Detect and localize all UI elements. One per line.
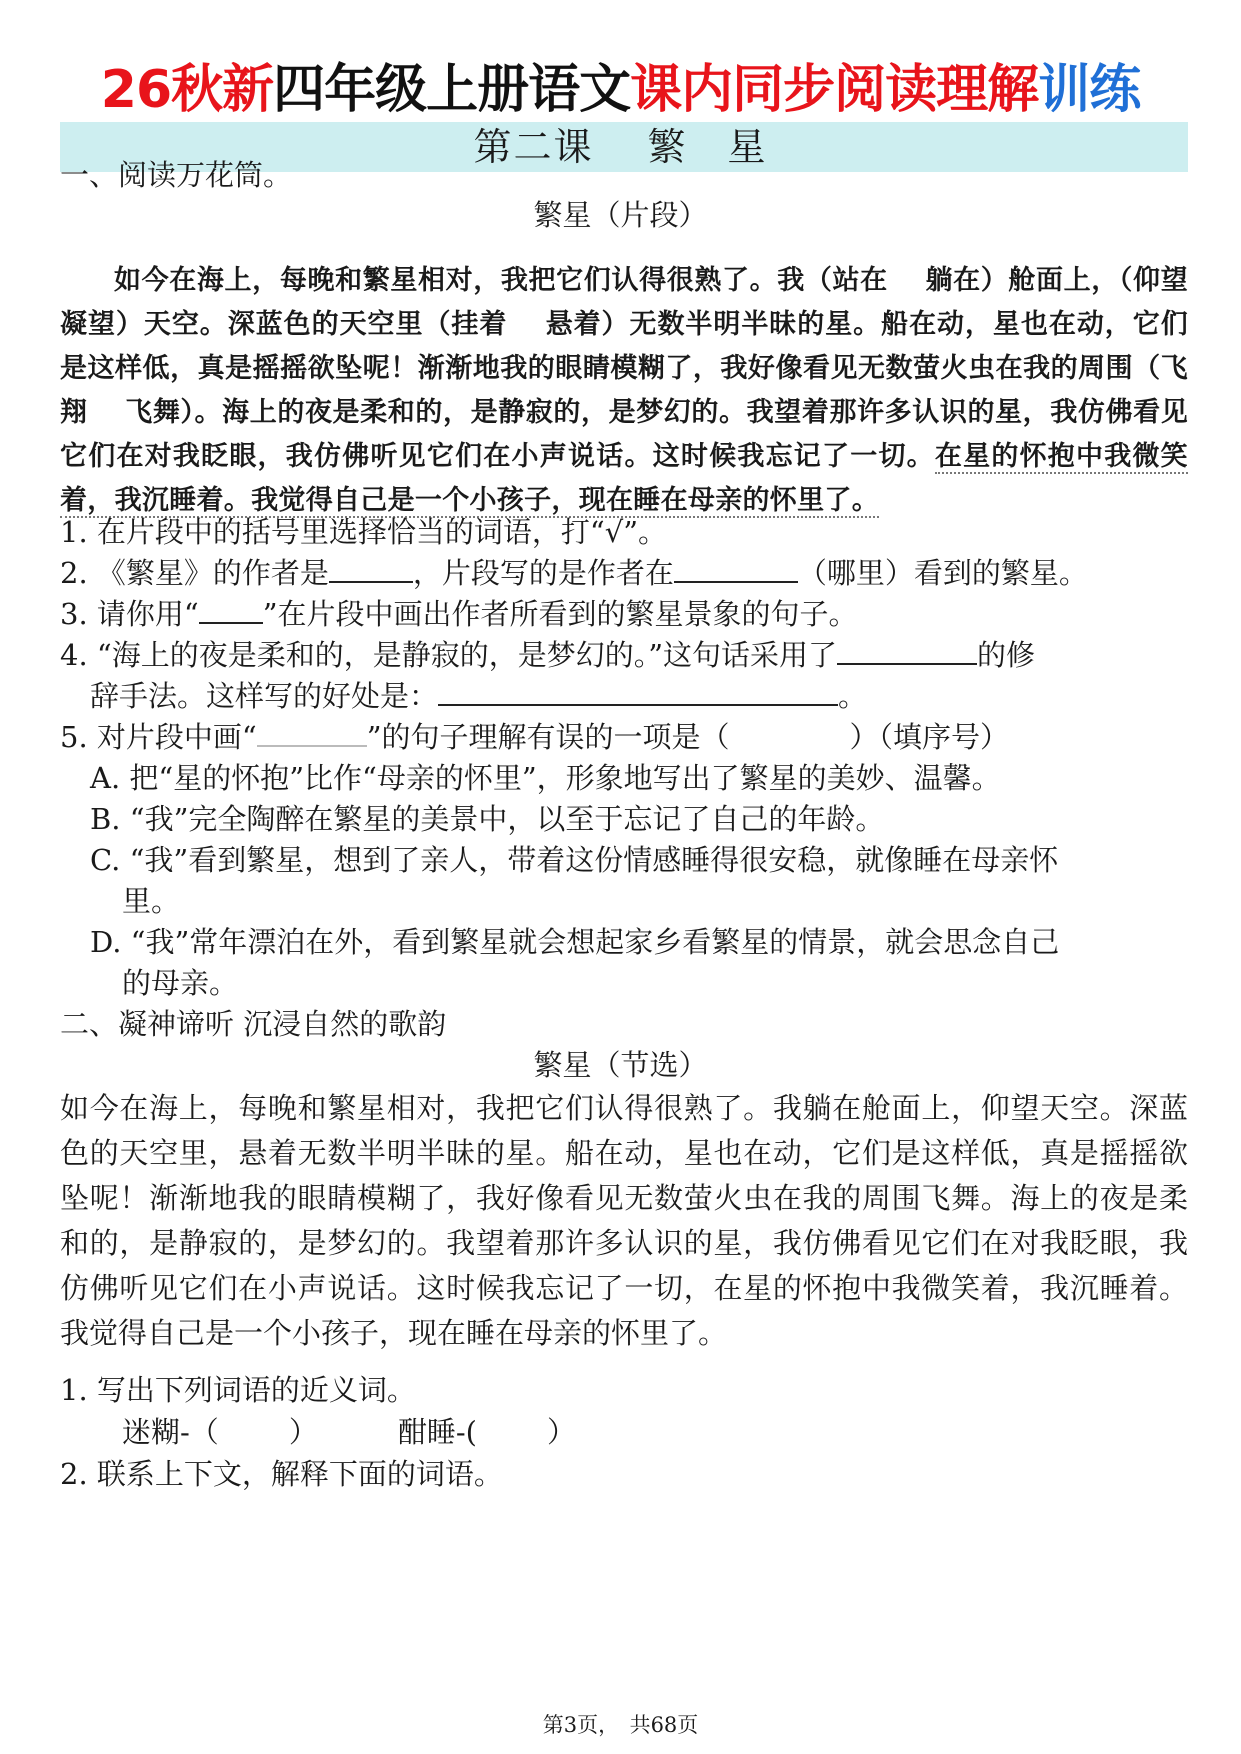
underline-sample — [199, 596, 263, 624]
title-part-4: 训练 — [1038, 60, 1141, 120]
question-1-1: 1. 在片段中的括号里选择恰当的词语，打“√”。 — [60, 515, 668, 549]
passage-1-main: 如今在海上，每晚和繁星相对，我把它们认得很熟了。我（站在 躺在）舱面上，（仰望 凝望）天空。深蓝色的天空里（挂着 悬着）无数半明半昧的星。船在动，星也在动，它们是这样低，真是摇摇欲坠呢！渐渐地我的眼睛模糊了，我好像看见无数萤火虫在我的周围（飞翔 飞舞）。海上的夜是柔和的，是静寂的，是梦幻的。我望着那许多认识的星，我仿佛看见它们在对我眨眼，我仿佛听见它们在小声说话。这时候我忘记了一切。 — [60, 265, 1225, 472]
option-b[interactable]: B. “我”完全陶醉在繁星的美景中，以至于忘记了自己的年龄。 — [90, 802, 885, 836]
option-a[interactable]: A. 把“星的怀抱”比作“母亲的怀里”，形象地写出了繁星的美妙、温馨。 — [90, 761, 1001, 795]
question-1-4-cont: 辞手法。这样写的好处是： 。 — [90, 679, 868, 713]
title-part-2: 四年级上册语文 — [273, 60, 631, 120]
title-part-1: 26秋新 — [100, 60, 274, 120]
passage-1 — [60, 259, 1225, 523]
passage-1-title: 繁星（片段） — [533, 198, 708, 232]
synonym-row: 迷糊-（ ） 酣睡-( ） — [122, 1415, 576, 1449]
option-d-cont: 的母亲。 — [122, 966, 239, 1000]
synonym-2-label: 酣睡-( — [397, 1415, 477, 1449]
section-2-heading: 二、凝神谛听 沉浸自然的歌韵 — [60, 1007, 447, 1041]
option-d[interactable]: D. “我”常年漂泊在外，看到繁星就会想起家乡看繁星的情景，就会思念自己 — [90, 925, 1060, 959]
option-c[interactable]: C. “我”看到繁星，想到了亲人，带着这份情感睡得很安稳，就像睡在母亲怀 — [90, 843, 1059, 877]
option-c-cont: 里。 — [122, 884, 181, 918]
title-part-3: 课内同步阅读理解 — [630, 60, 1039, 120]
question-1-2: 2. 《繁星》的作者是 ，片段写的是作者在 （哪里）看到的繁星。 — [60, 556, 1088, 590]
dotted-line-sample — [257, 719, 367, 747]
page-footer: 第3页， 共68页 — [542, 1713, 699, 1737]
question-1-4: 4. “海上的夜是柔和的，是静寂的，是梦幻的。”这句话采用了 的修 — [60, 638, 1036, 672]
synonym-1-label: 迷糊-（ — [122, 1415, 219, 1449]
passage-2-title: 繁星（节选） — [533, 1048, 708, 1082]
benefit-blank[interactable] — [438, 678, 838, 706]
rhetoric-blank[interactable] — [837, 637, 977, 665]
section-1-heading: 一、阅读万花筒。 — [60, 158, 293, 192]
place-blank[interactable] — [674, 555, 798, 583]
lesson-title: 第二课 繁 星 — [473, 125, 768, 169]
author-blank[interactable] — [329, 555, 413, 583]
passage-2: 如今在海上，每晚和繁星相对，我把它们认得很熟了。我躺在舱面上，仰望天空。深蓝色的天空里，悬着无数半明半昧的星。船在动，星也在动，它们是这样低，真是摇摇欲坠呢！渐渐地我的眼睛模糊了，我好像看见无数萤火虫在我的周围飞舞。海上的夜是柔和的，是静寂的，是梦幻的。我望着那许多认识的星，我仿佛看见它们在对我眨眼，我仿佛听见它们在小声说话。这时候我忘记了一切，在星的怀抱中我微笑着，我沉睡着。我觉得自己是一个小孩子，现在睡在母亲的怀里了。 — [60, 1091, 1188, 1350]
page-title — [0, 55, 1241, 125]
question-2-2: 2. 联系上下文，解释下面的词语。 — [60, 1457, 503, 1491]
question-2-1: 1. 写出下列词语的近义词。 — [60, 1373, 416, 1407]
question-1-3: 3. 请你用“ ”在片段中画出作者所看到的繁星景象的句子。 — [60, 597, 858, 631]
passage-1-underlined: 在星的怀抱中我微笑着，我沉睡着。我觉得自己是一个小孩子，现在睡在母亲的怀里了。 — [60, 441, 1188, 516]
question-1-5: 5. 对片段中画“ ”的句子理解有误的一项是（ ）（填序号） — [60, 720, 1010, 754]
